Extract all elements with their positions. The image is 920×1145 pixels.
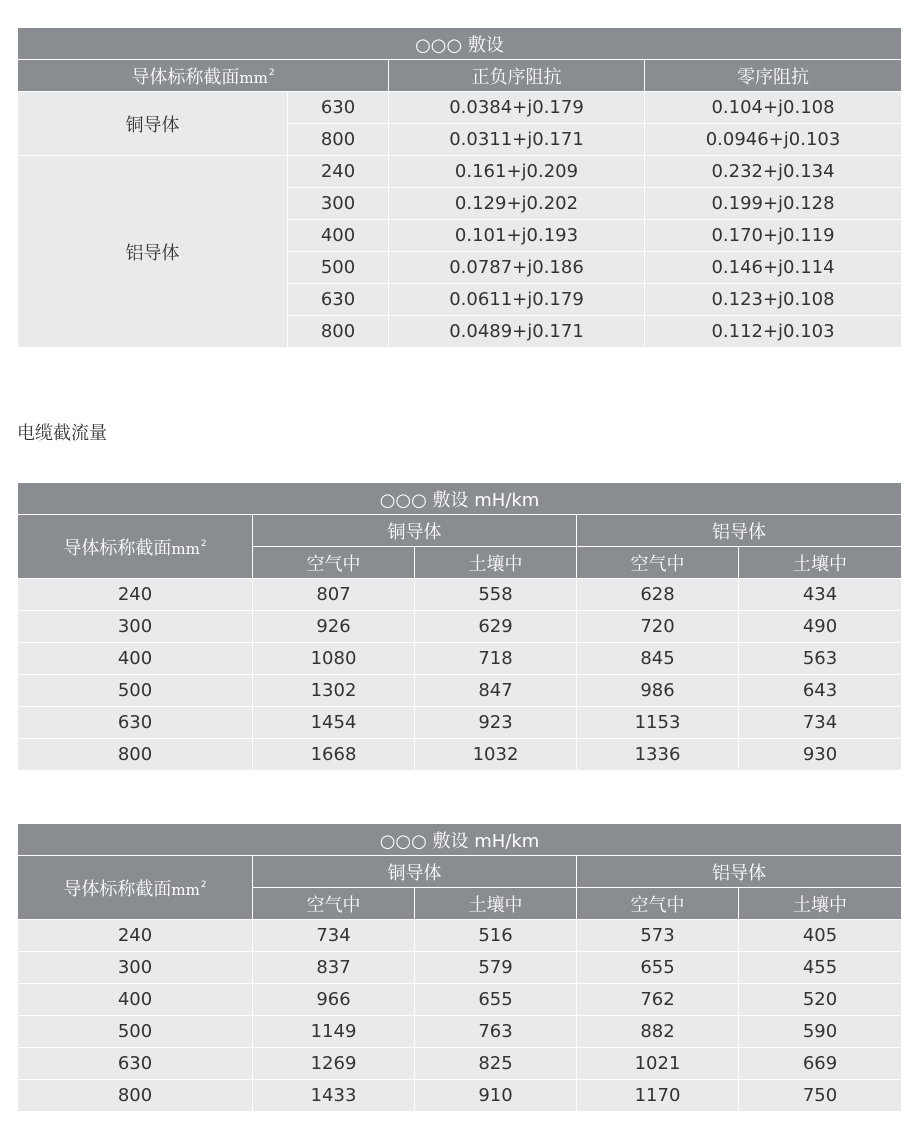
section-sup: 2 [268,67,275,78]
al-soil-cell: 750 [739,1080,902,1112]
table-title: ○○○ 敷设 mH/km [18,824,902,856]
size-cell: 400 [18,984,253,1016]
al-air-cell: 720 [577,611,739,643]
al-soil-cell: 734 [739,707,902,739]
section-sup: 2 [200,538,207,549]
size-cell: 800 [18,1080,253,1112]
cu-air-cell: 1454 [253,707,415,739]
zero-seq-cell: 0.123+j0.108 [645,284,902,316]
table-title-row [18,483,902,515]
ampacity-table-1 [17,482,902,771]
cu-air-cell: 926 [253,611,415,643]
size-cell: 630 [18,1048,253,1080]
positive-seq-cell: 0.0384+j0.179 [389,92,645,124]
table-title-row [18,28,902,60]
table-row [18,1016,902,1048]
positive-seq-cell: 0.101+j0.193 [389,220,645,252]
soil-header: 土壤中 [415,888,577,920]
table-row [18,611,902,643]
zero-seq-cell: 0.170+j0.119 [645,220,902,252]
size-cell: 400 [18,643,253,675]
size-cell: 800 [288,316,389,348]
cu-soil-cell: 718 [415,643,577,675]
zero-seq-cell: 0.112+j0.103 [645,316,902,348]
table-row [18,984,902,1016]
table-row [18,952,902,984]
cu-soil-cell: 910 [415,1080,577,1112]
positive-seq-cell: 0.0611+j0.179 [389,284,645,316]
soil-header: 土壤中 [739,888,902,920]
positive-seq-cell: 0.161+j0.209 [389,156,645,188]
cu-soil-cell: 516 [415,920,577,952]
cu-soil-cell: 847 [415,675,577,707]
table-row [18,92,902,124]
al-air-cell: 1336 [577,739,739,771]
positive-seq-cell: 0.0311+j0.171 [389,124,645,156]
positive-seq-header: 正负序阻抗 [389,60,645,92]
soil-header: 土壤中 [739,547,902,579]
table-row [18,675,902,707]
air-header: 空气中 [577,888,739,920]
zero-seq-header: 零序阻抗 [645,60,902,92]
cu-soil-cell: 579 [415,952,577,984]
al-soil-cell: 590 [739,1016,902,1048]
cu-air-cell: 1302 [253,675,415,707]
table-row [18,707,902,739]
al-air-cell: 573 [577,920,739,952]
cu-soil-cell: 923 [415,707,577,739]
copper-header: 铜导体 [253,856,577,888]
size-cell: 240 [288,156,389,188]
table-header-row [18,60,902,92]
cu-soil-cell: 1032 [415,739,577,771]
al-air-cell: 628 [577,579,739,611]
size-cell: 630 [288,284,389,316]
table-title: ○○○ 敷设 [18,28,902,60]
cu-air-cell: 1149 [253,1016,415,1048]
size-cell: 630 [18,707,253,739]
positive-seq-cell: 0.0489+j0.171 [389,316,645,348]
size-cell: 800 [288,124,389,156]
al-soil-cell: 563 [739,643,902,675]
section-unit: mm [239,68,268,87]
zero-seq-cell: 0.232+j0.134 [645,156,902,188]
size-cell: 800 [18,739,253,771]
al-soil-cell: 643 [739,675,902,707]
cu-air-cell: 966 [253,984,415,1016]
table-row [18,1048,902,1080]
size-cell: 500 [18,675,253,707]
section-label: 导体标称截面 [63,537,172,559]
al-air-cell: 1170 [577,1080,739,1112]
aluminum-header: 铝导体 [577,856,902,888]
table-title-row [18,824,902,856]
section-title: 电缆截流量 [17,423,107,444]
zero-seq-cell: 0.146+j0.114 [645,252,902,284]
cu-air-cell: 734 [253,920,415,952]
al-soil-cell: 455 [739,952,902,984]
cu-soil-cell: 655 [415,984,577,1016]
section-unit: mm [171,539,200,558]
al-air-cell: 986 [577,675,739,707]
al-soil-cell: 669 [739,1048,902,1080]
air-header: 空气中 [577,547,739,579]
size-cell: 240 [18,579,253,611]
table-header-row [18,515,902,547]
section-unit: mm [171,880,200,899]
group-label: 铝导体 [18,156,288,348]
table-header-row [18,856,902,888]
zero-seq-cell: 0.104+j0.108 [645,92,902,124]
size-cell: 240 [18,920,253,952]
table-row [18,156,902,188]
section-label: 导体标称截面 [131,66,240,88]
size-cell: 300 [18,952,253,984]
al-air-cell: 882 [577,1016,739,1048]
al-air-cell: 762 [577,984,739,1016]
impedance-table [17,27,902,348]
section-header [18,856,253,920]
size-cell: 300 [18,611,253,643]
al-soil-cell: 520 [739,984,902,1016]
cu-air-cell: 807 [253,579,415,611]
cu-air-cell: 1668 [253,739,415,771]
al-air-cell: 655 [577,952,739,984]
cu-air-cell: 1269 [253,1048,415,1080]
soil-header: 土壤中 [415,547,577,579]
positive-seq-cell: 0.129+j0.202 [389,188,645,220]
group-label: 铜导体 [18,92,288,156]
cu-soil-cell: 558 [415,579,577,611]
air-header: 空气中 [253,888,415,920]
section-header [18,60,389,92]
cu-air-cell: 1433 [253,1080,415,1112]
al-soil-cell: 434 [739,579,902,611]
cu-soil-cell: 825 [415,1048,577,1080]
table-row [18,920,902,952]
section-header [18,515,253,579]
cu-soil-cell: 763 [415,1016,577,1048]
cu-air-cell: 1080 [253,643,415,675]
al-air-cell: 1153 [577,707,739,739]
size-cell: 300 [288,188,389,220]
section-label: 导体标称截面 [63,878,172,900]
ampacity-table-2 [17,823,902,1112]
size-cell: 500 [288,252,389,284]
table-row [18,579,902,611]
table-row [18,1080,902,1112]
table-title: ○○○ 敷设 mH/km [18,483,902,515]
al-air-cell: 845 [577,643,739,675]
al-soil-cell: 490 [739,611,902,643]
cu-soil-cell: 629 [415,611,577,643]
al-soil-cell: 405 [739,920,902,952]
positive-seq-cell: 0.0787+j0.186 [389,252,645,284]
cu-air-cell: 837 [253,952,415,984]
copper-header: 铜导体 [253,515,577,547]
aluminum-header: 铝导体 [577,515,902,547]
table-row [18,643,902,675]
zero-seq-cell: 0.199+j0.128 [645,188,902,220]
al-air-cell: 1021 [577,1048,739,1080]
zero-seq-cell: 0.0946+j0.103 [645,124,902,156]
air-header: 空气中 [253,547,415,579]
table-row [18,739,902,771]
size-cell: 500 [18,1016,253,1048]
section-sup: 2 [200,879,207,890]
size-cell: 400 [288,220,389,252]
al-soil-cell: 930 [739,739,902,771]
size-cell: 630 [288,92,389,124]
